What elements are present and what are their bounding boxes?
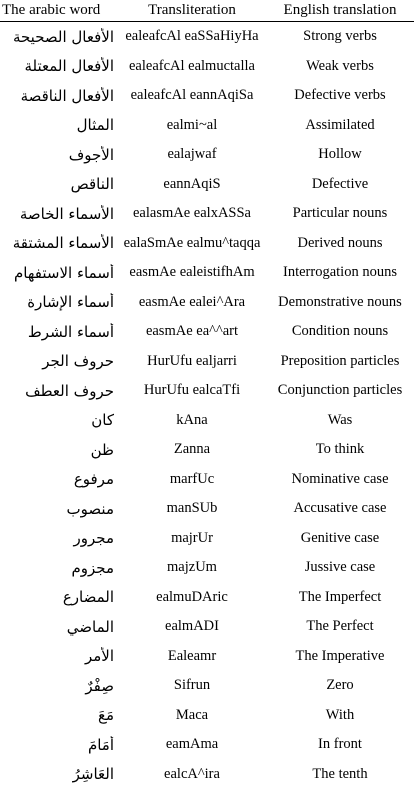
cell-arabic-word: الأفعال المعتلة [0, 57, 118, 75]
cell-arabic-word: كان [0, 411, 118, 429]
cell-arabic-word: الناقص [0, 175, 118, 193]
table-row [0, 288, 414, 318]
table-row [0, 52, 414, 82]
cell-english-translation: Hollow [266, 146, 414, 163]
cell-transliteration: HurUfu ealcaTfi [118, 382, 266, 399]
cell-arabic-word: الأجوف [0, 146, 118, 164]
cell-transliteration: majrUr [118, 530, 266, 547]
table-row [0, 494, 414, 524]
cell-english-translation: Nominative case [266, 471, 414, 488]
cell-arabic-word: مرفوع [0, 470, 118, 488]
cell-arabic-word: أسماء الإشارة [0, 293, 118, 311]
table-row [0, 199, 414, 229]
table-row [0, 524, 414, 554]
cell-english-translation: Weak verbs [266, 58, 414, 75]
cell-english-translation: Jussive case [266, 559, 414, 576]
cell-transliteration: ealaSmAe ealmu^taqqa [118, 235, 266, 252]
cell-transliteration: ealmi~al [118, 117, 266, 134]
cell-transliteration: ealmuDAric [118, 589, 266, 606]
cell-transliteration: ealeafcAl eannAqiSa [118, 87, 266, 104]
cell-transliteration: eannAqiS [118, 176, 266, 193]
cell-english-translation: With [266, 707, 414, 724]
cell-arabic-word: منصوب [0, 500, 118, 518]
cell-arabic-word: الأسماء المشتقة [0, 234, 118, 252]
cell-transliteration: HurUfu ealjarri [118, 353, 266, 370]
table-row [0, 258, 414, 288]
cell-english-translation: Demonstrative nouns [266, 294, 414, 311]
table-row [0, 435, 414, 465]
cell-english-translation: Accusative case [266, 500, 414, 517]
cell-transliteration: Sifrun [118, 677, 266, 694]
table-row [0, 229, 414, 259]
cell-transliteration: ealajwaf [118, 146, 266, 163]
cell-transliteration: Maca [118, 707, 266, 724]
cell-english-translation: Conjunction particles [266, 382, 414, 399]
cell-english-translation: The Perfect [266, 618, 414, 635]
cell-arabic-word: أسماء الاستفهام [0, 264, 118, 282]
cell-arabic-word: الأفعال الناقصة [0, 87, 118, 105]
cell-transliteration: ealasmAe ealxASSa [118, 205, 266, 222]
table-row [0, 317, 414, 347]
table-row [0, 170, 414, 200]
cell-english-translation: To think [266, 441, 414, 458]
cell-english-translation: Condition nouns [266, 323, 414, 340]
header-arabic-word: The arabic word [0, 2, 118, 19]
cell-english-translation: Particular nouns [266, 205, 414, 222]
cell-english-translation: Defective verbs [266, 87, 414, 104]
cell-transliteration: Zanna [118, 441, 266, 458]
cell-english-translation: Genitive case [266, 530, 414, 547]
cell-transliteration: eamAma [118, 736, 266, 753]
cell-arabic-word: الماضي [0, 618, 118, 636]
cell-transliteration: easmAe ealeistifhAm [118, 264, 266, 281]
cell-arabic-word: ظن [0, 441, 118, 459]
cell-english-translation: Preposition particles [266, 353, 414, 370]
cell-arabic-word: الأمر [0, 647, 118, 665]
cell-transliteration: manSUb [118, 500, 266, 517]
table-row [0, 111, 414, 141]
cell-english-translation: Zero [266, 677, 414, 694]
cell-transliteration: majzUm [118, 559, 266, 576]
cell-transliteration: ealcA^ira [118, 766, 266, 783]
cell-arabic-word: مجرور [0, 529, 118, 547]
cell-transliteration: ealeafcAl eaSSaHiyHa [118, 28, 266, 45]
cell-transliteration: easmAe ea^^art [118, 323, 266, 340]
cell-english-translation: Strong verbs [266, 28, 414, 45]
table-row [0, 553, 414, 583]
cell-english-translation: Interrogation nouns [266, 264, 414, 281]
cell-transliteration: easmAe ealei^Ara [118, 294, 266, 311]
cell-arabic-word: حروف العطف [0, 382, 118, 400]
cell-arabic-word: العَاشِرُ [0, 765, 118, 783]
cell-arabic-word: الأسماء الخاصة [0, 205, 118, 223]
cell-english-translation: Was [266, 412, 414, 429]
cell-arabic-word: أسماء الشرط [0, 323, 118, 341]
cell-arabic-word: المضارع [0, 588, 118, 606]
table-row [0, 701, 414, 731]
table-row [0, 406, 414, 436]
table-row [0, 347, 414, 377]
table-row [0, 376, 414, 406]
table-row [0, 81, 414, 111]
cell-transliteration: ealmADI [118, 618, 266, 635]
cell-arabic-word: مَعَ [0, 706, 118, 724]
table-row [0, 642, 414, 672]
cell-arabic-word: الأفعال الصحيحة [0, 28, 118, 46]
cell-arabic-word: مجزوم [0, 559, 118, 577]
table-row [0, 730, 414, 760]
table-row [0, 22, 414, 52]
cell-arabic-word: صِفْرٌ [0, 677, 118, 695]
table-row [0, 465, 414, 495]
table-row [0, 140, 414, 170]
cell-english-translation: Defective [266, 176, 414, 193]
table-header [0, 0, 414, 22]
cell-english-translation: Derived nouns [266, 235, 414, 252]
table-row [0, 760, 414, 789]
cell-arabic-word: حروف الجر [0, 352, 118, 370]
cell-arabic-word: المثال [0, 116, 118, 134]
cell-english-translation: The Imperative [266, 648, 414, 665]
cell-transliteration: ealeafcAl ealmuctalla [118, 58, 266, 75]
table-row [0, 671, 414, 701]
header-english-translation: English translation [266, 2, 414, 19]
table-row [0, 612, 414, 642]
table-body [0, 22, 414, 789]
cell-transliteration: marfUc [118, 471, 266, 488]
cell-english-translation: The tenth [266, 766, 414, 783]
header-transliteration: Transliteration [118, 2, 266, 19]
cell-transliteration: Ealeamr [118, 648, 266, 665]
cell-arabic-word: أَمَامَ [0, 736, 118, 754]
cell-english-translation: In front [266, 736, 414, 753]
cell-english-translation: The Imperfect [266, 589, 414, 606]
table-row [0, 583, 414, 613]
cell-english-translation: Assimilated [266, 117, 414, 134]
cell-transliteration: kAna [118, 412, 266, 429]
